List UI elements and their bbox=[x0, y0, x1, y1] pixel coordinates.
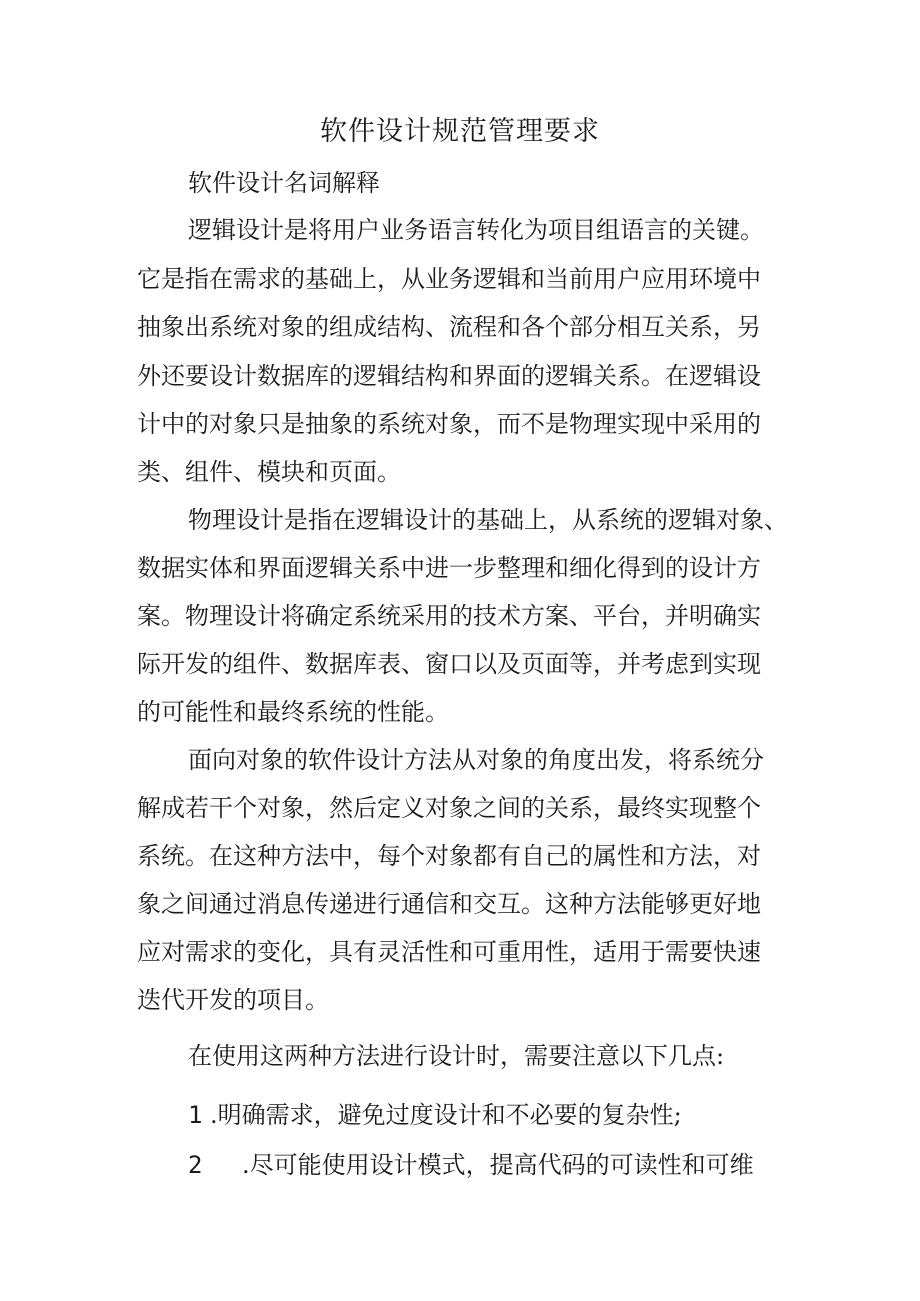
list-intro: 在使用这两种方法进行设计时，需要注意以下几点: bbox=[188, 1042, 725, 1070]
paragraph-1-line-5: 计中的对象只是抽象的系统对象，而不是物理实现中采用的 bbox=[137, 410, 761, 438]
list-item-text: .尽可能使用设计模式，提高代码的可读性和可维 bbox=[242, 1151, 754, 1179]
paragraph-1-line-1: 逻辑设计是将用户业务语言转化为项目组语言的关键。 bbox=[188, 216, 764, 244]
list-item-number: 2 bbox=[188, 1151, 203, 1179]
list-item-text: .明确需求，避免过度设计和不必要的复杂性; bbox=[210, 1101, 682, 1129]
paragraph-3-line-2: 解成若干个对象，然后定义对象之间的关系，最终实现整个 bbox=[137, 794, 761, 822]
paragraph-2-line-4: 际开发的组件、数据库表、窗口以及页面等，并考虑到实现 bbox=[137, 650, 761, 678]
paragraph-1-line-2: 它是指在需求的基础上，从业务逻辑和当前用户应用环境中 bbox=[137, 265, 761, 293]
paragraph-3-line-4: 象之间通过消息传递进行通信和交互。这种方法能够更好地 bbox=[137, 890, 761, 918]
paragraph-2-line-3: 案。物理设计将确定系统采用的技术方案、平台，并明确实 bbox=[137, 602, 761, 630]
paragraph-3-line-5: 应对需求的变化，具有灵活性和可重用性，适用于需要快速 bbox=[137, 938, 761, 966]
paragraph-2-line-5: 的可能性和最终系统的性能。 bbox=[137, 698, 449, 726]
paragraph-1-line-6: 类、组件、模块和页面。 bbox=[137, 458, 401, 486]
paragraph-3-line-1: 面向对象的软件设计方法从对象的角度出发，将系统分 bbox=[188, 746, 764, 774]
section-subheading: 软件设计名词解释 bbox=[188, 169, 380, 197]
document-title: 软件设计规范管理要求 bbox=[320, 116, 600, 147]
list-item-number: 1 bbox=[188, 1101, 203, 1129]
paragraph-3-line-3: 系统。在这种方法中，每个对象都有自己的属性和方法，对 bbox=[137, 842, 761, 870]
paragraph-3-line-6: 迭代开发的项目。 bbox=[137, 986, 329, 1014]
paragraph-2-line-1: 物理设计是指在逻辑设计的基础上，从系统的逻辑对象、 bbox=[188, 506, 788, 534]
paragraph-1-line-4: 外还要设计数据库的逻辑结构和界面的逻辑关系。在逻辑设 bbox=[137, 362, 761, 390]
paragraph-2-line-2: 数据实体和界面逻辑关系中进一步整理和细化得到的设计方 bbox=[137, 554, 761, 582]
paragraph-1-line-3: 抽象出系统对象的组成结构、流程和各个部分相互关系，另 bbox=[137, 313, 761, 341]
